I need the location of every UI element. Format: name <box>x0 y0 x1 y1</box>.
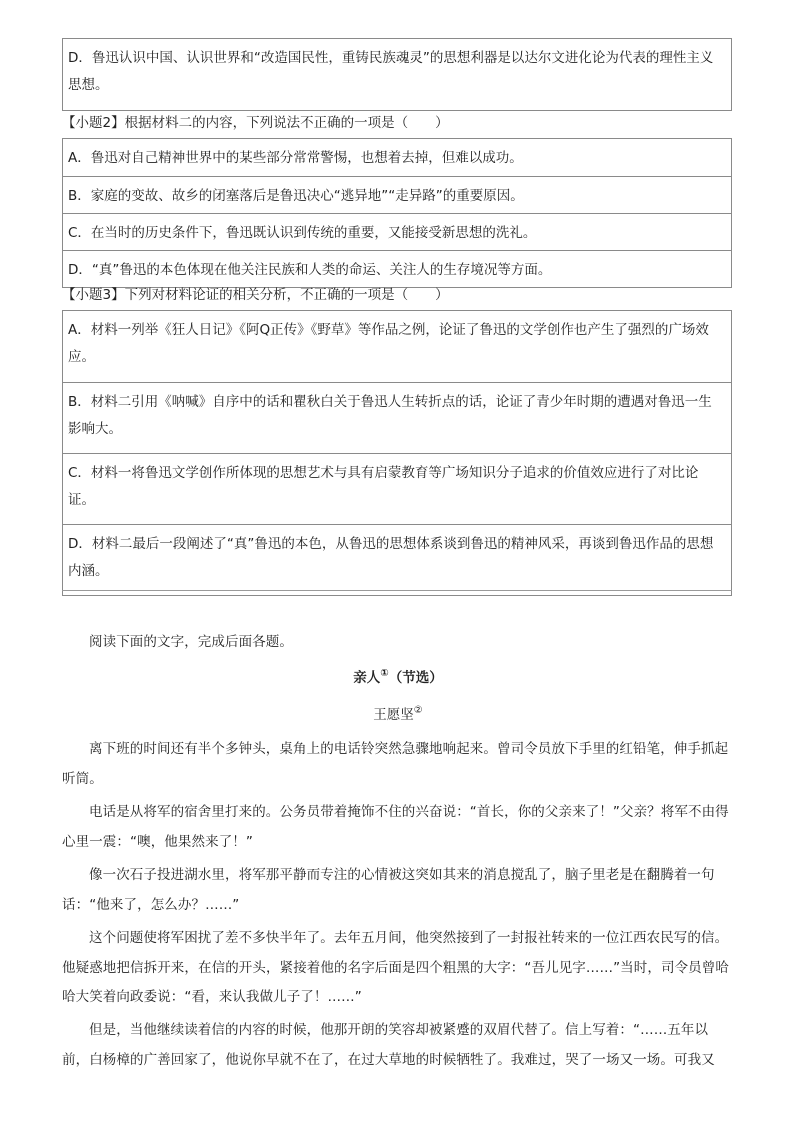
q2-stem: 【小题2】根据材料二的内容，下列说法不正确的一项是（ ） <box>62 115 449 131</box>
q2-option-d[interactable]: D．“真”鲁迅的本色体现在他关注民族和人类的命运、关注人的生存境况等方面。 <box>63 250 731 287</box>
passage-author-note: ② <box>413 705 423 716</box>
passage-author <box>62 704 734 726</box>
q2-option-c[interactable]: C．在当时的历史条件下，鲁迅既认识到传统的重要，又能接受新思想的洗礼。 <box>63 213 731 250</box>
section-divider <box>62 590 732 591</box>
passage-title-text: 亲人 <box>353 670 381 686</box>
passage-author-name: 王愿坚 <box>373 707 414 723</box>
q1-options-box <box>62 38 732 111</box>
q1-option-d[interactable]: D．鲁迅认识中国、认识世界和“改造国民性，重铸民族魂灵”的思想利器是以达尔文进化论为代表的理性主义思想。 <box>68 50 714 93</box>
q3-options-box <box>62 310 732 596</box>
reading-instruction: 阅读下面的文字，完成后面各题。 <box>89 634 293 650</box>
passage-title <box>62 667 734 689</box>
q3-option-c[interactable]: C．材料一将鲁迅文学创作所体现的思想艺术与具有启蒙教育等广场知识分子追求的价值效应进行了对比论证。 <box>63 453 731 524</box>
q2-options-box <box>62 138 732 288</box>
passage-title-note: ① <box>380 668 389 679</box>
passage-paragraph: 但是，当他继续读着信的内容的时候，他那开朗的笑容却被紧蹙的双眉代替了。信上写着：“……五年以前，白杨樟的广善回家了，他说你早就不在了，在过大草地的时候牺牲了。我难过，哭了一场又一场。可我又 <box>62 1022 715 1068</box>
q3-option-b[interactable]: B．材料二引用《呐喊》自序中的话和瞿秋白关于鲁迅人生转折点的话，论证了青少年时期的遭遇对鲁迅一生影响大。 <box>63 382 731 453</box>
passage-paragraph: 离下班的时间还有半个多钟头，桌角上的电话铃突然急骤地响起来。曾司令员放下手里的红铅笔，伸手抓起听筒。 <box>62 741 729 787</box>
passage-paragraph: 电话是从将军的宿舍里打来的。公务员带着掩饰不住的兴奋说：“首长，你的父亲来了！”父亲？将军不由得心里一震：“噢，他果然来了！” <box>62 804 729 850</box>
passage-title-suffix: （节选） <box>388 670 443 686</box>
q2-option-b[interactable]: B．家庭的变故、故乡的闭塞落后是鲁迅决心“逃异地”“走异路”的重要原因。 <box>63 176 731 213</box>
q3-option-a[interactable]: A．材料一列举《狂人日记》《阿Q正传》《野草》等作品之例，论证了鲁迅的文学创作也产生了强烈的广场效应。 <box>68 322 709 365</box>
q3-stem: 【小题3】下列对材料论证的相关分析，不正确的一项是（ ） <box>62 287 449 303</box>
passage-paragraph: 这个问题使将军困扰了差不多快半年了。去年五月间，他突然接到了一封报社转来的一位江西农民写的信。他疑惑地把信拆开来，在信的开头，紧接着他的名字后面是四个粗黑的大字：“吾儿见字……”当时，司令员曾哈哈大笑着向政委说：“看，来认我做儿子了！……” <box>62 930 729 1005</box>
passage-paragraph: 像一次石子投进湖水里，将军那平静而专注的心情被这突如其来的消息搅乱了，脑子里老是在翻腾着一句话：“他来了，怎么办？……” <box>62 867 715 913</box>
q2-option-a[interactable]: A．鲁迅对自己精神世界中的某些部分常常警惕，也想着去掉，但难以成功。 <box>68 150 523 166</box>
q3-option-d[interactable]: D．材料二最后一段阐述了“真”鲁迅的本色，从鲁迅的思想体系谈到鲁迅的精神风采，再谈到鲁迅作品的思想内涵。 <box>63 524 731 595</box>
